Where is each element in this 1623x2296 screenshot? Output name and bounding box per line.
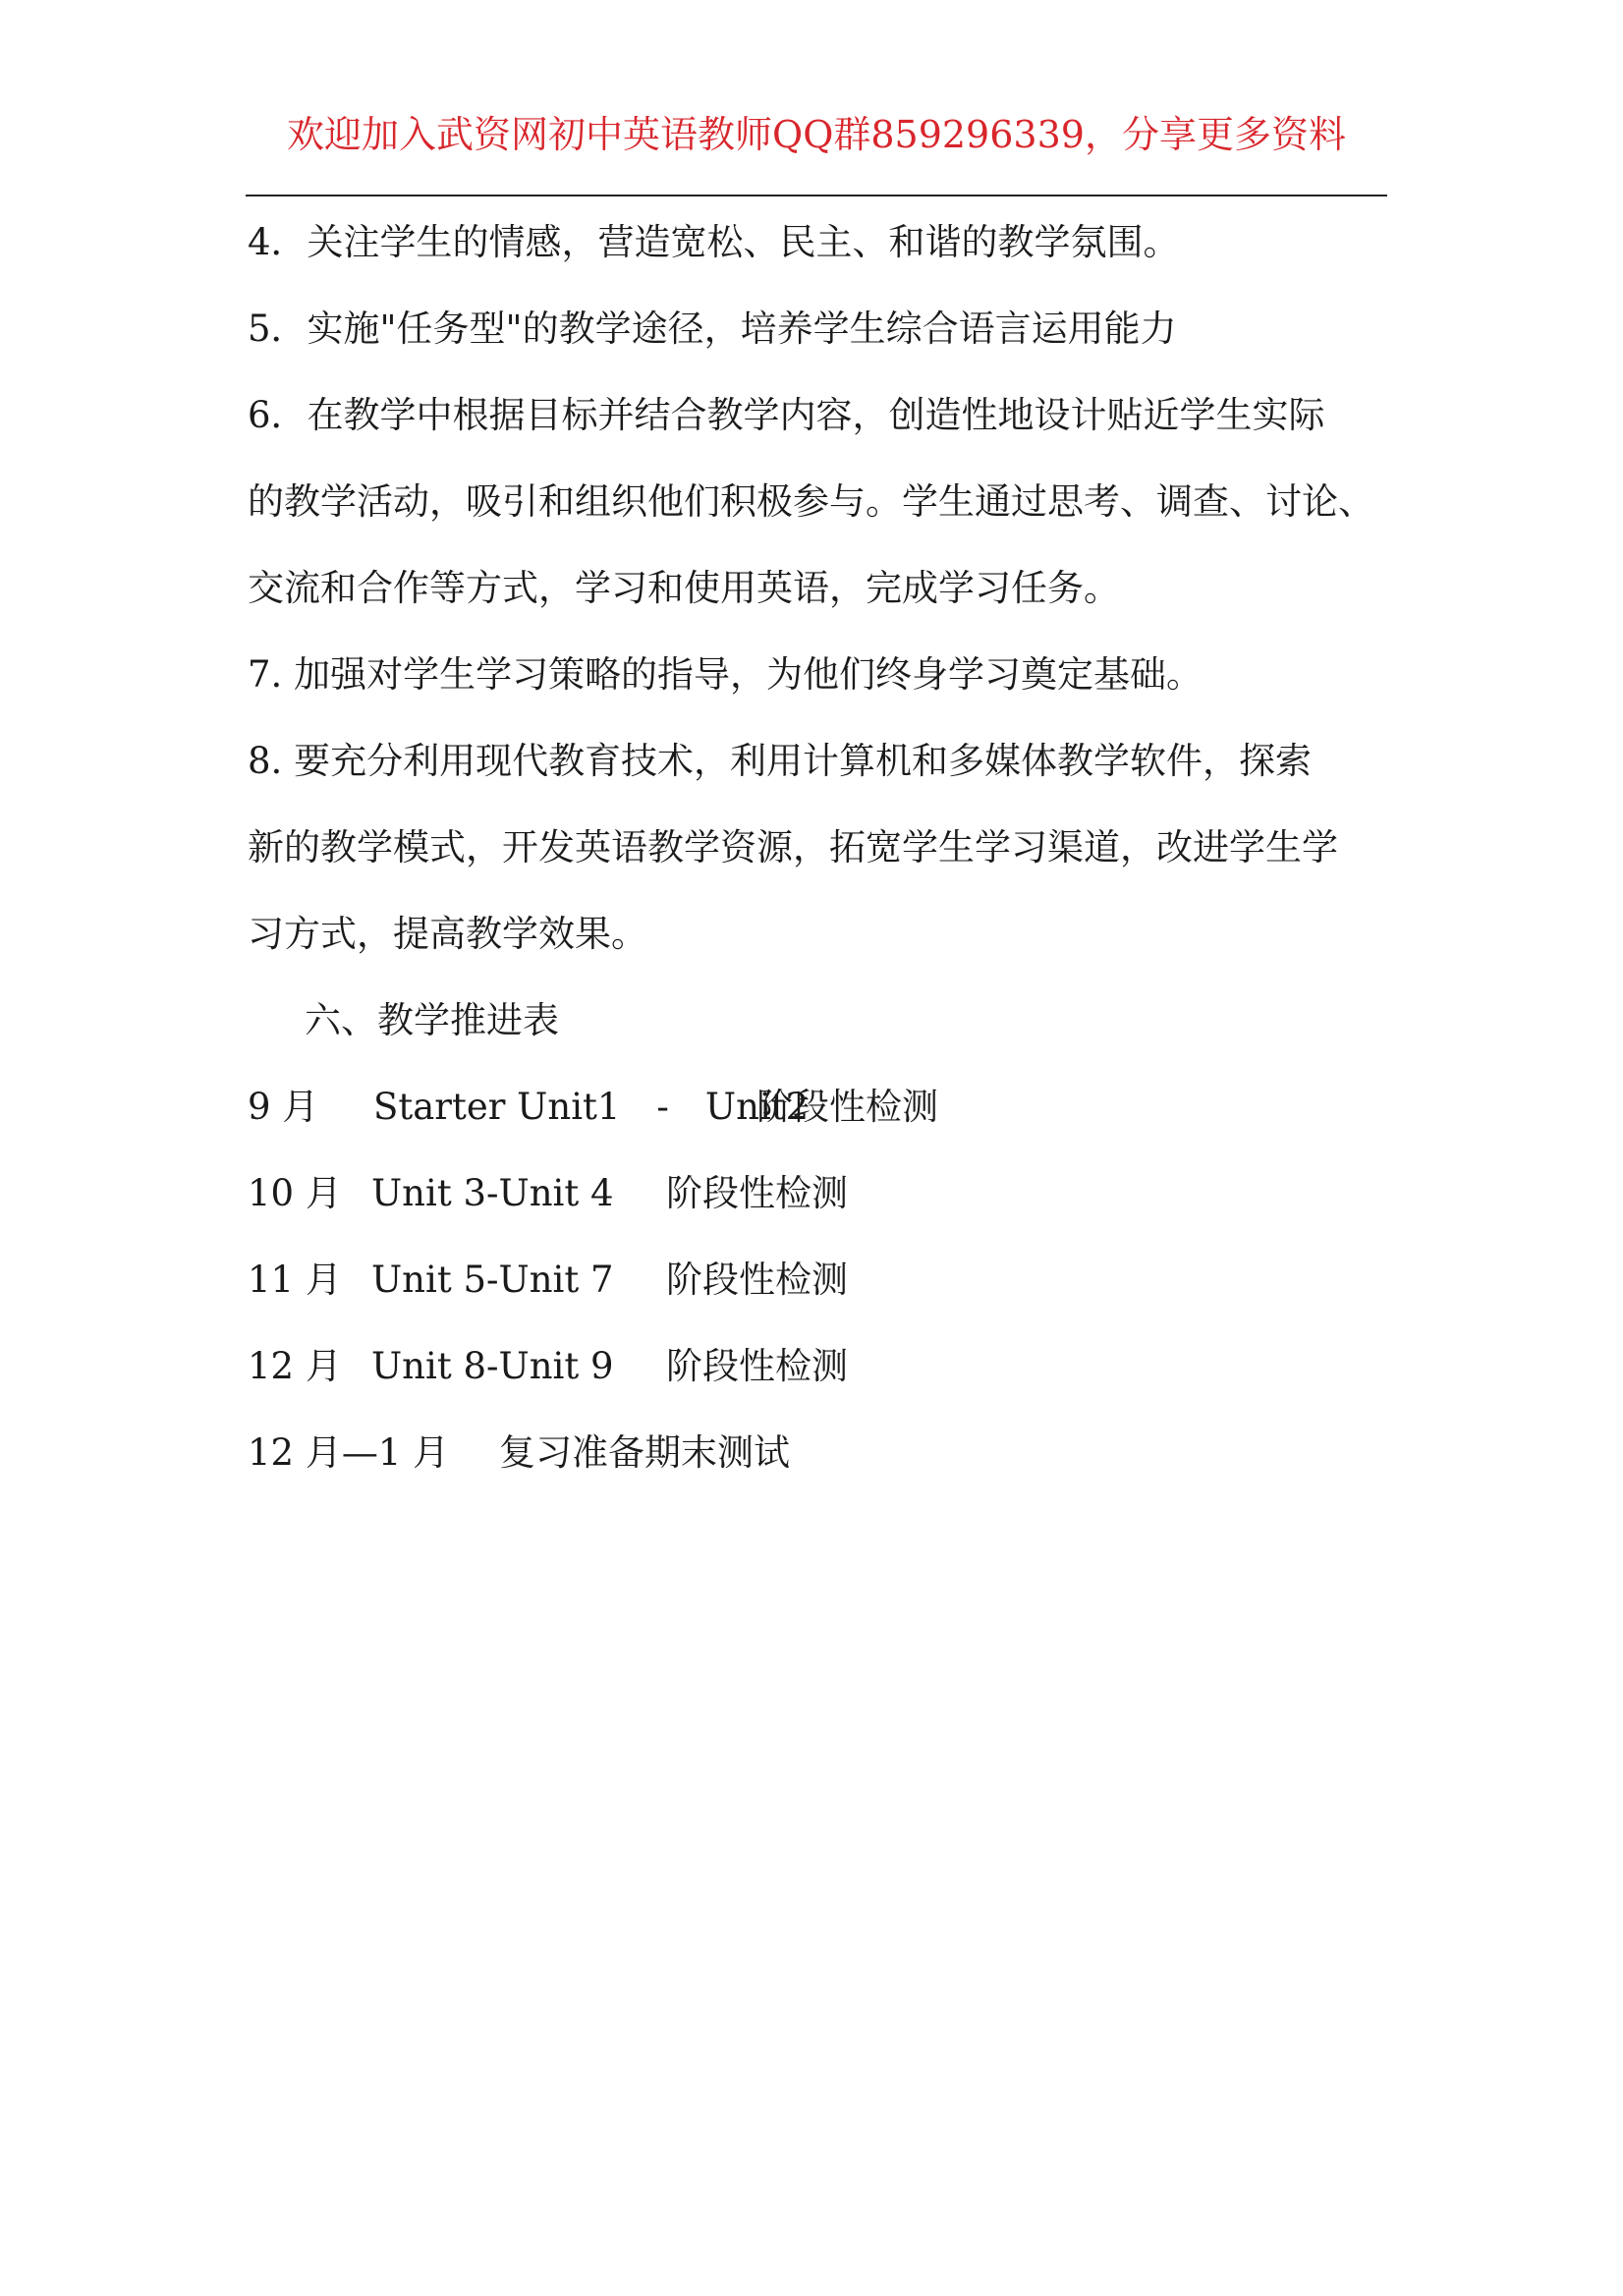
schedule-task: 阶段性检测: [666, 1345, 848, 1387]
schedule-task: 阶段性检测: [666, 1172, 848, 1214]
schedule-month: 9 月: [248, 1086, 319, 1128]
schedule-month: 12 月: [248, 1345, 342, 1387]
page-header: 欢迎加入武资网初中英语教师QQ群859296339，分享更多资料: [287, 113, 1346, 156]
section-title: 六、教学推进表: [305, 999, 559, 1041]
schedule-units: Unit 8-Unit 9: [371, 1345, 614, 1387]
schedule-units: Unit 5-Unit 7: [371, 1259, 614, 1301]
schedule-units: Unit 3-Unit 4: [371, 1172, 614, 1214]
schedule-task: 阶段性检测: [666, 1259, 848, 1301]
body-line: 4．关注学生的情感，营造宽松、民主、和谐的教学氛围。: [248, 221, 1180, 263]
schedule-month: 11 月: [248, 1259, 342, 1301]
body-line: 交流和合作等方式，学习和使用英语，完成学习任务。: [248, 567, 1120, 609]
body-line: 8. 要充分利用现代教育技术，利用计算机和多媒体教学软件，探索: [248, 740, 1313, 782]
schedule-month: 12 月—1 月: [248, 1431, 450, 1474]
body-line: 新的教学模式，开发英语教学资源，拓宽学生学习渠道，改进学生学: [248, 826, 1338, 868]
body-line: 7. 加强对学生学习策略的指导，为他们终身学习奠定基础。: [248, 653, 1203, 696]
body-line: 6．在教学中根据目标并结合教学内容，创造性地设计贴近学生实际: [248, 394, 1325, 436]
schedule-month: 10 月: [248, 1172, 342, 1214]
body-line: 的教学活动，吸引和组织他们积极参与。学生通过思考、调查、讨论、: [248, 480, 1374, 523]
body-line: 习方式，提高教学效果。: [248, 913, 647, 955]
schedule-task: 阶段性检测: [756, 1086, 938, 1128]
header-rule: [246, 195, 1387, 196]
body-line: 5．实施"任务型"的教学途径，培养学生综合语言运用能力: [248, 308, 1177, 350]
schedule-units: Starter Unit1 - Unit2: [373, 1086, 810, 1128]
schedule-task: 复习准备期末测试: [499, 1431, 790, 1474]
